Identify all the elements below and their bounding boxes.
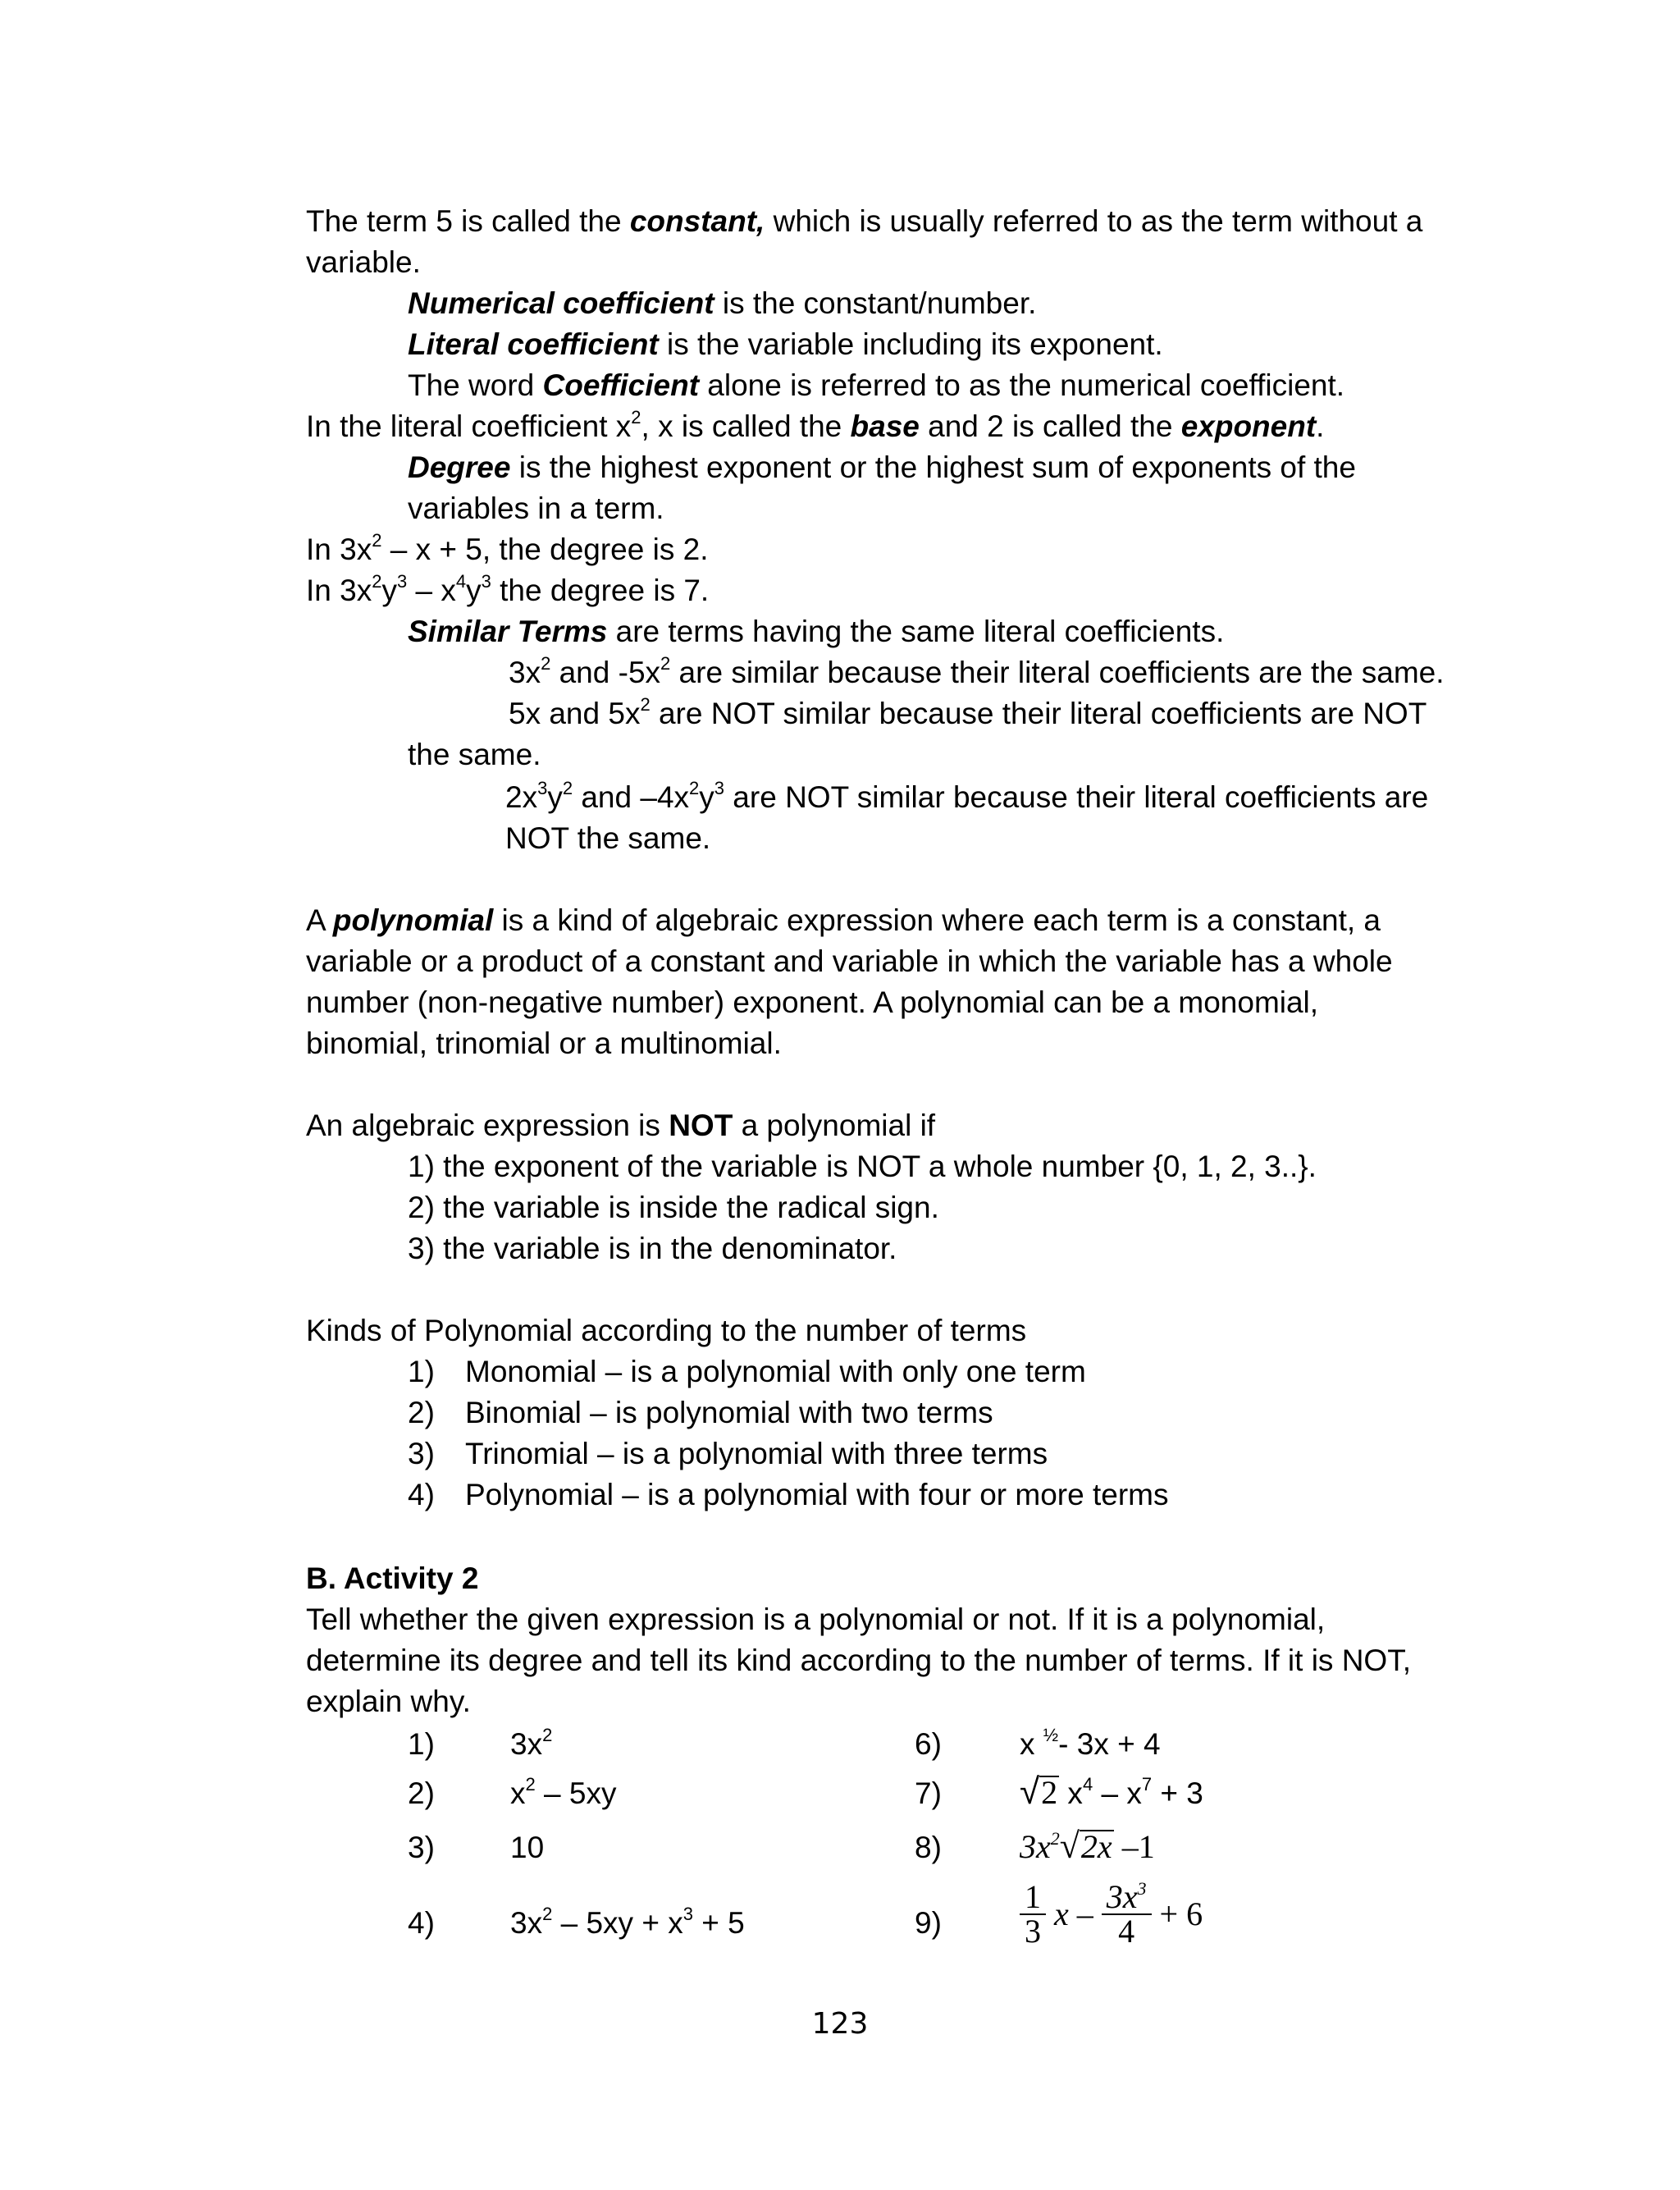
activity-item-number: 1) — [408, 1727, 435, 1761]
kinds-item-text: Trinomial – is a polynomial with three terms — [465, 1437, 1048, 1470]
activity-expression: $3x^2 - 5xy + x^3 + 5$ — [510, 1904, 745, 1940]
activity-expression: $\frac{1}{3}$ x – $\frac{3x^3}{4}$ + 6 — [1020, 1881, 1203, 1948]
activity-item-number: 8) — [915, 1831, 942, 1864]
similar-example-2-cont: the same. — [408, 738, 541, 771]
base-exponent-definition: In the literal coefficient $x^2$, x is called the base and 2 is called the exponent. — [306, 407, 1325, 443]
activity-expression: x $^{\frac{1}{2}}$- 3x + 4 — [1020, 1725, 1161, 1761]
activity-item-number: 7) — [915, 1776, 942, 1810]
similar-example-3: $2x^3y^2$ and $-4x^2y^3$ are NOT similar because their literal coefficients are — [505, 778, 1429, 814]
activity-item-number: 9) — [915, 1906, 942, 1940]
kinds-heading: Kinds of Polynomial according to the number of terms — [306, 1314, 1027, 1347]
kinds-item-number: 1) — [408, 1355, 435, 1388]
numerical-coefficient-definition: Numerical coefficient is the constant/number. — [408, 286, 1037, 320]
not-polynomial-heading: An algebraic expression is NOT a polynomial if — [306, 1109, 936, 1142]
kinds-item-text: Binomial – is polynomial with two terms — [465, 1396, 993, 1429]
degree-example-2: In $3x^2y^3 - x^4y^3$ the degree is 7. — [306, 571, 710, 607]
polynomial-definition-line-1: A polynomial is a kind of algebraic expression where each term is a constant, a — [306, 903, 1381, 937]
radical-icon: √ — [1020, 1772, 1040, 1812]
degree-example-1: In $3x^2 - x + 5$, the degree is 2. — [306, 530, 709, 566]
activity-expression: √2 $x^4 - x^7 + 3$ — [1020, 1772, 1203, 1812]
kinds-item-number: 3) — [408, 1437, 435, 1470]
fraction-one-third: $\frac{1}{3}$ — [1020, 1881, 1046, 1948]
activity-item-number: 6) — [915, 1727, 942, 1761]
similar-example-1: $3x^2$ and $-5x^2$ are similar because their literal coefficients are the same. — [509, 653, 1445, 689]
activity-heading: B. Activity 2 — [306, 1561, 479, 1595]
activity-expression: 10 — [510, 1831, 545, 1864]
kinds-item-text: Monomial – is a polynomial with only one term — [465, 1355, 1086, 1388]
activity-item-number: 4) — [408, 1906, 435, 1940]
similar-example-3-cont: NOT the same. — [505, 821, 711, 855]
constant-definition-cont: variable. — [306, 245, 421, 279]
similar-example-2: 5x and $5x^2$ are NOT similar because their literal coefficients are NOT — [509, 694, 1427, 730]
activity-item-number: 3) — [408, 1831, 435, 1864]
activity-instructions-line-3: explain why. — [306, 1685, 471, 1718]
not-polynomial-item: 2) the variable is inside the radical sign. — [408, 1191, 939, 1224]
polynomial-definition-line-2: variable or a product of a constant and variable in which the variable has a whole — [306, 944, 1393, 978]
activity-expression: $3x^2$ — [510, 1725, 553, 1761]
kinds-item-number: 4) — [408, 1478, 435, 1511]
degree-definition-cont: variables in a term. — [408, 491, 664, 525]
coefficient-definition: The word Coefficient alone is referred to as the numerical coefficient. — [408, 368, 1345, 402]
kinds-item-text: Polynomial – is a polynomial with four or more terms — [465, 1478, 1169, 1511]
activity-expression: $x^2 - 5xy$ — [510, 1774, 617, 1810]
not-polynomial-item: 3) the variable is in the denominator. — [408, 1232, 897, 1265]
activity-expression: $3x^2√2x$ –1 — [1020, 1826, 1155, 1866]
constant-definition: The term 5 is called the constant, which is usually referred to as the term without a — [306, 204, 1423, 238]
kinds-item-number: 2) — [408, 1396, 435, 1429]
polynomial-definition-line-4: binomial, trinomial or a multinomial. — [306, 1026, 782, 1060]
constant-term: constant, — [629, 204, 765, 238]
degree-definition: Degree is the highest exponent or the highest sum of exponents of the — [408, 450, 1356, 484]
not-polynomial-item: 1) the exponent of the variable is NOT a whole number {0, 1, 2, 3..}. — [408, 1150, 1317, 1183]
polynomial-definition-line-3: number (non-negative number) exponent. A polynomial can be a monomial, — [306, 985, 1319, 1019]
similar-terms-definition: Similar Terms are terms having the same literal coefficients. — [408, 615, 1225, 648]
radical-icon: √ — [1059, 1826, 1080, 1866]
fraction-three-x-cubed-over-four: $\frac{3x^3}{4}$ — [1102, 1881, 1152, 1948]
page-number: 123 — [811, 2007, 869, 2041]
literal-coefficient-definition: Literal coefficient is the variable including its exponent. — [408, 327, 1163, 361]
activity-item-number: 2) — [408, 1776, 435, 1810]
activity-instructions-line-1: Tell whether the given expression is a polynomial or not. If it is a polynomial, — [306, 1602, 1326, 1636]
activity-instructions-line-2: determine its degree and tell its kind according to the number of terms. If it is NOT, — [306, 1644, 1411, 1677]
